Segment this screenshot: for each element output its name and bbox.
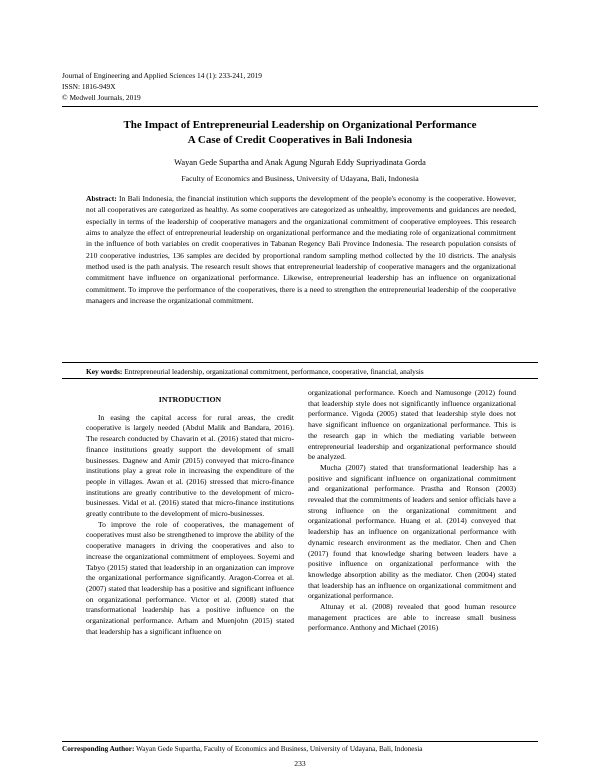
keywords-label: Key words: <box>86 367 123 376</box>
abstract-label: Abstract: <box>86 194 117 203</box>
author-affiliation: Faculty of Economics and Business, University of Udayana, Bali, Indonesia <box>181 174 419 183</box>
intro-paragraph-5: Altunay et al. (2008) revealed that good human resource management practices are able to increase small business performance. Anthony and Michael (2016) <box>308 602 516 633</box>
column-left <box>86 395 294 637</box>
page-number: 233 <box>294 759 306 768</box>
intro-paragraph-4: Mucha (2007) stated that transformational leadership has a positive and significant influence on organizational commitment and organizational performance. Prastha and Ronson (2003) revealed that the commitments of leaders and senior officials have a strong influence on the organizational commitment and organizational performance. Huang et al. (2014) conveyed that leadership has an influence on organizational performance with dynamic research environment as the mediator. Chen and Chen (2017) found that knowledge sharing between leaders have a positive influence on organizational performance with the knowledge absorption ability as the mediator. Chen (2004) stated that leadership has an influence on organizational commitment and organizational performance. <box>308 462 516 601</box>
keywords-rule-bottom <box>62 378 538 379</box>
paper-authors: Wayan Gede Supartha and Anak Agung Ngurah Eddy Supriyadinata Gorda <box>174 158 426 167</box>
journal-issn: ISSN: 1816-949X <box>62 82 116 91</box>
section-heading-introduction: INTRODUCTION <box>158 395 222 404</box>
abstract-text: In Bali Indonesia, the financial institution which supports the development of the people's economy is the cooperative. However, not all cooperatives are categorized as healthy. As some cooperatives are categorized as unhealthy, improvements and guidances are needed, especially in terms of the leadership of cooperative managers and the organizational commitment of cooperative employees. This research aims to analyze the effect of entrepreneurial leadership on organizational performance and the mediating role of organizational commitment in the influence of both variables on credit cooperatives in Tabanan Regency Bali Province Indonesia. The research population consists of 210 cooperative industries, 136 samples are decided by proportional random sampling method collected by the 10 districts. The analysis method used is the path analysis. The research result shows that entrepreneurial leadership of cooperative managers and the organizational commitment have influence on organizational performance. Likewise, entrepreneurial leadership has an influence on organizational commitment. To improve the performance of the cooperatives, there is a need to strengthen the entrepreneurial leadership of the cooperative managers and increase the organizational commitment. <box>86 194 516 306</box>
intro-paragraph-2: To improve the role of cooperatives, the management of cooperatives must also be strengthened to improve the ability of the cooperative managers in driving the cooperatives and also to increase the organizational commitment of employees. Soyemi and Tabyo (2015) stated that leadership in an organization can improve the organizational performance significantly. Aragon-Correa et al. (2007) stated that leadership has a positive and significant influence on organizational performance. Victor et al. (2008) stated that transformational leadership has a positive influence on the organizational performance. Arham and Muenjohn (2015) stated that leadership has a significant influence on <box>86 519 294 636</box>
intro-paragraph-1: In easing the capital access for rural areas, the credit cooperative is largely needed (Abdul Malik and Bandara, 2016). The research conducted by Chavarin et al. (2016) stated that micro-finance institutions greatly support the development of small businesses. Dagnew and Amir (2015) conveyed that micro-finance institutions play a great role in increasing the expenditure of the people in villages. Awan et al. (2016) stressed that micro-finance institutions are greatly contributive to the development of micro-businesses. Vidal et al. (2016) stated that micro-finance institutions greatly contribute to the development of micro-businesses. <box>86 412 294 519</box>
column-right <box>308 388 516 634</box>
intro-paragraph-3: organizational performance. Koech and Namusonge (2012) found that leadership style does not significantly influence organizational performance. Vigoda (2005) stated that leadership style does not have significant influence on organizational performance. This is the research gap in which the mediating variable between entrepreneurial leadership and organizational performance should be analyzed. <box>308 388 516 462</box>
title-line-2: A Case of Credit Cooperatives in Bali Indonesia <box>187 133 413 146</box>
footer-rule <box>62 741 538 742</box>
corresponding-author <box>62 745 538 753</box>
keywords <box>86 366 516 377</box>
keywords-rule-top <box>62 362 538 363</box>
abstract <box>86 193 516 306</box>
header-rule <box>62 106 538 107</box>
journal-header <box>62 70 262 103</box>
journal-citation: Journal of Engineering and Applied Sciences 14 (1): 233-241, 2019 <box>62 71 262 80</box>
journal-publisher: © Medwell Journals, 2019 <box>62 93 141 102</box>
paper-title <box>62 118 538 147</box>
corresponding-text: Wayan Gede Supartha, Faculty of Economics and Business, University of Udayana, Bali, Indonesia <box>136 745 423 753</box>
corresponding-label: Corresponding Author: <box>62 745 135 753</box>
title-line-1: The Impact of Entrepreneurial Leadership on Organizational Performance <box>123 119 477 131</box>
keywords-text: Entrepreneurial leadership, organizational commitment, performance, cooperative, financial, analysis <box>124 367 424 376</box>
